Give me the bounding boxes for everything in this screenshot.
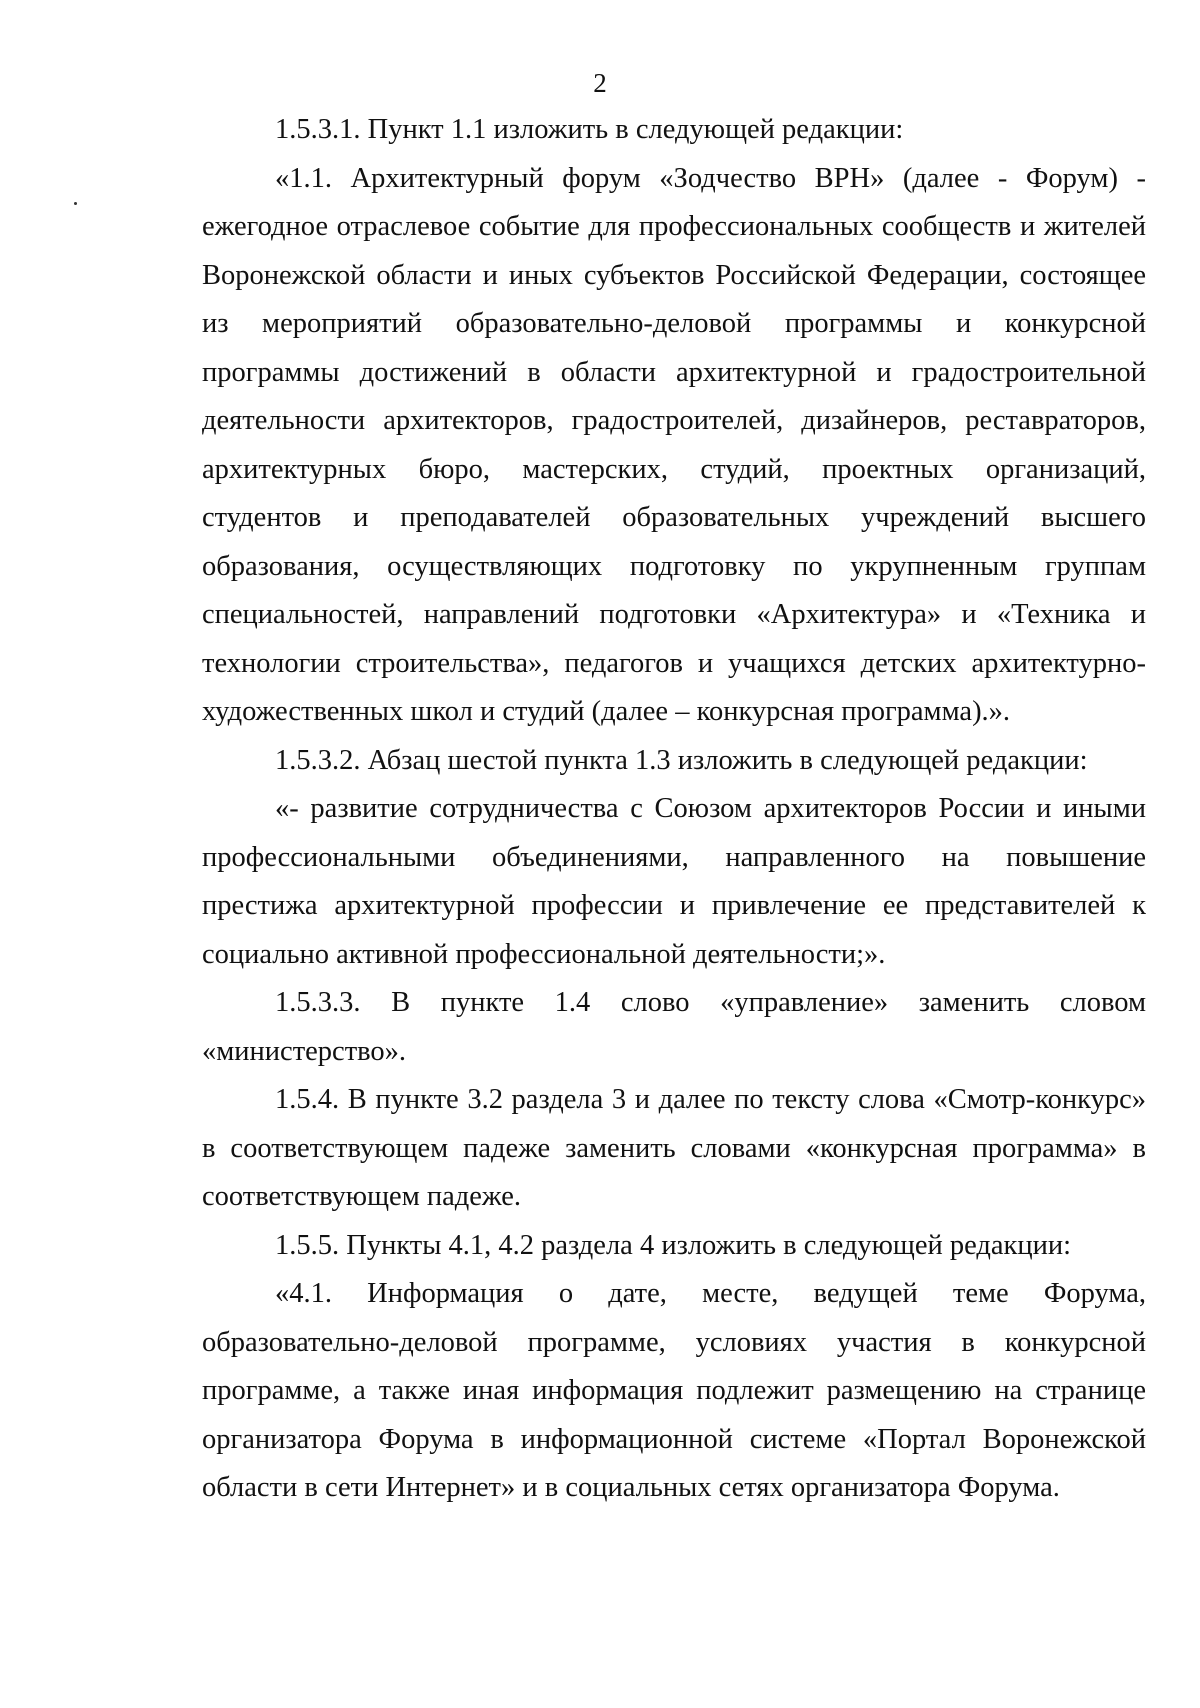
- scan-speck: [74, 202, 77, 205]
- paragraph-1-5-3-3: 1.5.3.3. В пункте 1.4 слово «управление» заменить словом «министерство».: [202, 987, 1146, 1067]
- paragraph-1-5-3-2: 1.5.3.2. Абзац шестой пункта 1.3 изложить в следующей редакции:: [275, 744, 1088, 776]
- paragraph-1-5-5: 1.5.5. Пункты 4.1, 4.2 раздела 4 изложить в следующей редакции:: [275, 1229, 1072, 1261]
- document-body: [202, 106, 1146, 1513]
- paragraph-quote-4-1: «4.1. Информация о дате, месте, ведущей теме Форума, образовательно-деловой программе, условиях участия в конкурсной программе, а также иная информация подлежит размещению на странице организатора Форума в информационной системе «Портал Воронежской области в сети Интернет» и в социальных сетях организатора Форума.: [202, 1278, 1146, 1503]
- paragraph-quote-development: «- развитие сотрудничества с Союзом архитекторов России и иными профессиональными объединениями, направленного на повышение престижа архитектурной профессии и привлечение ее представителей к социально активной профессиональной деятельности;».: [202, 793, 1146, 970]
- paragraph-1-5-4: 1.5.4. В пункте 3.2 раздела 3 и далее по тексту слова «Смотр-конкурс» в соответствующем падеже заменить словами «конкурсная программа» в соответствующем падеже.: [202, 1084, 1146, 1212]
- paragraph-1-5-3-1: 1.5.3.1. Пункт 1.1 изложить в следующей редакции:: [275, 114, 904, 145]
- page-number: 2: [593, 68, 607, 98]
- paragraph-quote-1-1: «1.1. Архитектурный форум «Зодчество ВРН» (далее - Форум) - ежегодное отраслевое событие для профессиональных сообществ и жителей Воронежской области и иных субъектов Российской Федерации, состоящее из мероприятий образовательно-деловой программы и конкурсной программы достижений в области архитектурной и градостроительной деятельности архитекторов, градостроителей, дизайнеров, реставраторов, архитектурных бюро, мастерских, студий, проектных организаций, студентов и преподавателей образовательных учреждений высшего образования, осуществляющих подготовку по укрупненным группам специальностей, направлений подготовки «Архитектура» и «Техника и технологии строительства», педагогов и учащихся детских архитектурно-художественных школ и студий (далее – конкурсная программа).».: [202, 162, 1146, 727]
